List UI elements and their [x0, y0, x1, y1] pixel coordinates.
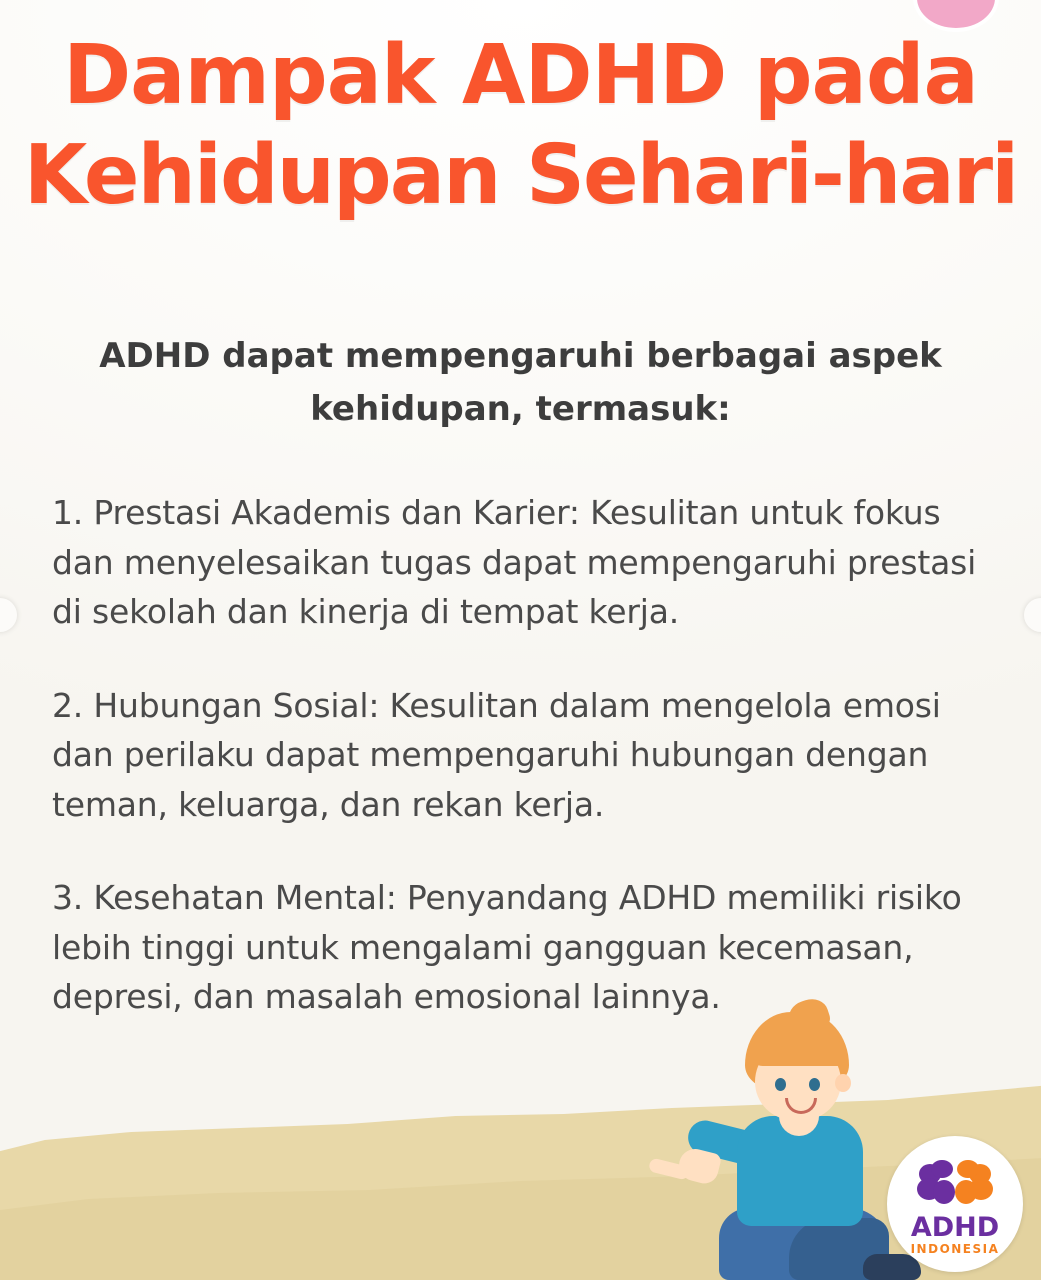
page-title-line-2: Kehidupan Sehari-hari [23, 128, 1018, 224]
brand-logo [887, 1136, 1023, 1272]
impact-list [52, 488, 992, 1022]
boy-ear [835, 1074, 851, 1092]
list-item: 1. Prestasi Akademis dan Karier: Kesulitan untuk fokus dan menyelesaikan tugas dapat mempengaruhi prestasi di sekolah dan kinerja di tempat kerja. [52, 493, 977, 631]
list-item: 3. Kesehatan Mental: Penyandang ADHD memiliki risiko lebih tinggi untuk mengalami gangguan kecemasan, depresi, dan masalah emosional lainnya. [52, 878, 962, 1016]
page-subtitle: ADHD dapat mempengaruhi berbagai aspek kehidupan, termasuk: [99, 336, 942, 429]
page-title [0, 26, 1041, 226]
boy-eye-left [775, 1078, 786, 1091]
brain-icon-right-half [955, 1160, 993, 1208]
boy-eye-right [809, 1078, 820, 1091]
boy-shoe [863, 1254, 921, 1280]
page-title-line-1: Dampak ADHD pada [63, 28, 978, 123]
brain-icon [917, 1160, 993, 1208]
list-item: 2. Hubungan Sosial: Kesulitan dalam mengelola emosi dan perilaku dapat mempengaruhi hubungan dengan teman, keluarga, dan rekan kerja. [52, 685, 941, 824]
brain-icon-left-half [917, 1160, 955, 1208]
boy-fringe [751, 1036, 845, 1066]
brand-tagline: INDONESIA [910, 1242, 1000, 1256]
brand-name: ADHD [910, 1212, 1000, 1243]
